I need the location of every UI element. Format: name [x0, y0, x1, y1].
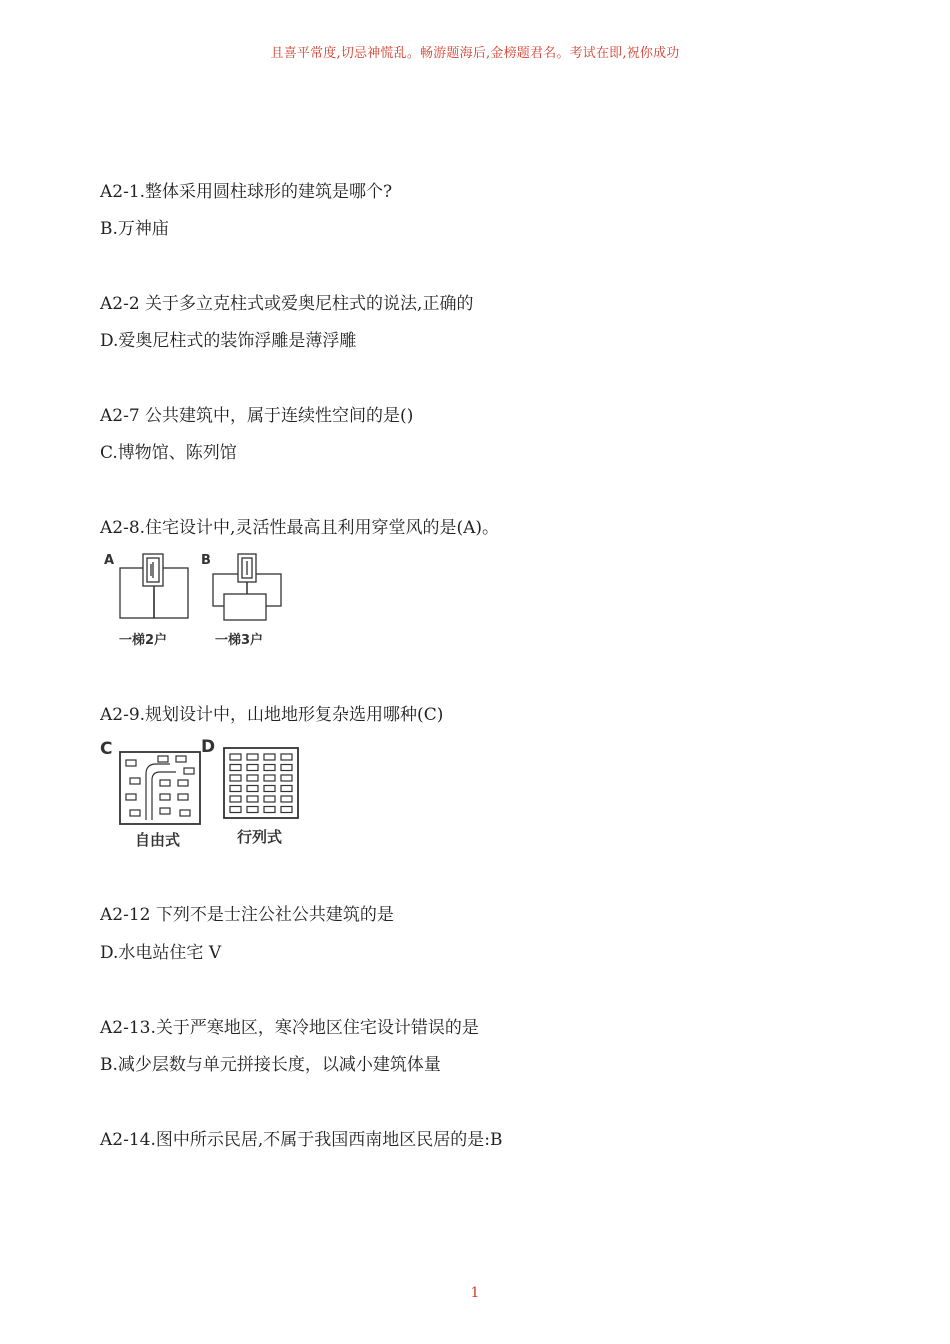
- row-block: [247, 786, 258, 792]
- figure-label-d: D: [201, 737, 216, 757]
- row-block: [281, 786, 292, 792]
- answer-a2-13: B.减少层数与单元拼接长度，以减小建筑体量: [100, 1055, 441, 1075]
- figure-label-b: B: [201, 553, 211, 568]
- row-block: [230, 807, 241, 813]
- caption-one-stair-three-units: 一梯3户: [215, 633, 264, 648]
- row-block: [230, 786, 241, 792]
- free-layout-drawing: [120, 752, 200, 824]
- row-block: [230, 775, 241, 781]
- row-block: [281, 807, 292, 813]
- figure-unit-plans: [100, 548, 290, 650]
- row-layout-drawing: [224, 748, 298, 818]
- question-a2-7: A2-7 公共建筑中，属于连续性空间的是(): [100, 406, 414, 426]
- answer-a2-7: C.博物馆、陈列馆: [100, 443, 237, 463]
- figure-label-a: A: [104, 553, 115, 568]
- question-a2-13: A2-13.关于严寒地区，寒冷地区住宅设计错误的是: [100, 1018, 479, 1038]
- row-block: [230, 765, 241, 771]
- row-block: [247, 754, 258, 760]
- row-block: [230, 754, 241, 760]
- question-a2-1: A2-1.整体采用圆柱球形的建筑是哪个?: [100, 182, 393, 202]
- figure-site-layouts: [100, 734, 310, 852]
- answer-a2-12: D.水电站住宅 V: [100, 943, 222, 963]
- row-block: [281, 765, 292, 771]
- header-motto: 且喜平常度,切忌神慌乱。畅游题海后,金榜题君名。考试在即,祝你成功: [270, 46, 680, 61]
- question-a2-8: A2-8.住宅设计中,灵活性最高且利用穿堂风的是(A)。: [100, 518, 500, 538]
- question-a2-12: A2-12 下列不是士注公社公共建筑的是: [100, 905, 394, 925]
- caption-row-layout: 行列式: [237, 828, 283, 846]
- row-block: [247, 796, 258, 802]
- answer-a2-1: B.万神庙: [100, 219, 169, 239]
- row-block: [264, 754, 275, 760]
- figure-label-c: C: [100, 739, 113, 759]
- row-block: [264, 786, 275, 792]
- row-block: [264, 796, 275, 802]
- caption-one-stair-two-units: 一梯2户: [119, 633, 168, 648]
- page-number: 1: [470, 1285, 480, 1301]
- row-block: [247, 807, 258, 813]
- question-a2-9: A2-9.规划设计中，山地地形复杂选用哪种(C): [100, 705, 444, 725]
- row-block: [264, 775, 275, 781]
- row-block: [247, 765, 258, 771]
- row-block: [247, 775, 258, 781]
- question-a2-2: A2-2 关于多立克柱式或爱奥尼柱式的说法,正确的: [100, 294, 474, 314]
- row-block: [281, 796, 292, 802]
- caption-free-layout: 自由式: [135, 831, 181, 849]
- row-block: [281, 754, 292, 760]
- plan-b-drawing: [213, 554, 281, 620]
- answer-a2-2: D.爱奥尼柱式的装饰浮雕是薄浮雕: [100, 331, 357, 351]
- plan-a-drawing: [120, 554, 188, 618]
- row-block: [281, 775, 292, 781]
- row-block: [264, 807, 275, 813]
- row-block: [230, 796, 241, 802]
- question-a2-14: A2-14.图中所示民居,不属于我国西南地区民居的是:B: [100, 1130, 503, 1150]
- row-block: [264, 765, 275, 771]
